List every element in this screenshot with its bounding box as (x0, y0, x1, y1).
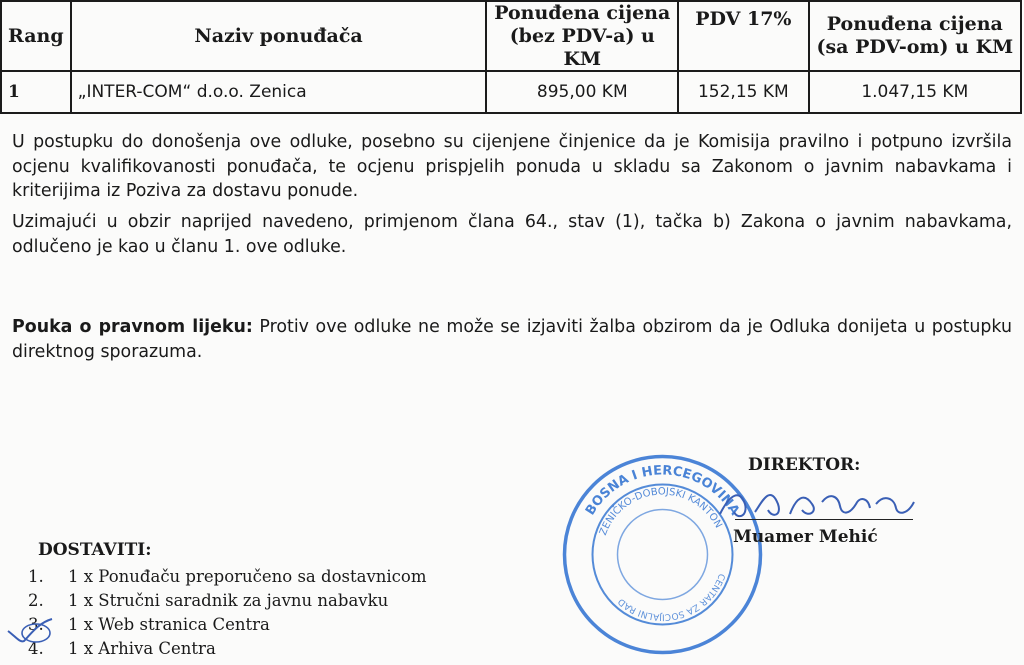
stamp-center-text: CENTAR ZA SOCIJALNI RAD (616, 571, 727, 622)
list-item-number: 2. (28, 591, 44, 610)
distribution-list (20, 565, 427, 661)
list-item-number: 4. (28, 639, 44, 658)
list-item (20, 637, 427, 661)
header-price-with-vat-line2: (sa PDV-om) u KM (816, 36, 1014, 59)
header-naziv: Naziv ponuđača (71, 1, 487, 71)
director-name: Muamer Mehić (733, 527, 878, 547)
list-item-text: 1 x Arhiva Centra (68, 639, 216, 658)
list-item (20, 589, 427, 613)
signature-line (735, 519, 913, 520)
header-rang: Rang (1, 1, 71, 71)
header-price-with-vat (809, 1, 1021, 71)
cell-rang: 1 (1, 71, 71, 113)
table-header-row (1, 1, 1021, 71)
paragraph-reasoning: U postupku do donošenja ove odluke, posebno su cijenjene činjenice da je Komisija pravilno i potpuno izvršila ocjenu kvalifikovanosti ponuđača, te ocjenu prispjelih ponuda u skladu sa Zakonom o javnim nabavkama i kriterijima iz Poziva za dostavu ponude. (12, 132, 1012, 201)
offer-table (0, 0, 1022, 114)
paragraph-legal-remedy (12, 315, 1012, 364)
paragraph-decision: Uzimajući u obzir naprijed navedeno, primjenom člana 64., stav (1), tačka b) Zakona o javnim nabavkama, odlučeno je kao u članu 1. ove odluke. (12, 212, 1012, 257)
list-item-text: 1 x Stručni saradnik za javnu nabavku (68, 591, 389, 610)
header-vat: PDV 17% (678, 1, 809, 71)
header-price-without-vat (486, 1, 678, 71)
list-item (20, 613, 427, 637)
director-signature (700, 474, 940, 534)
legal-remedy-text: Protiv ove odluke ne može se izjaviti žalba obzirom da je Odluka donijeta u postupku direktnog sporazuma. (12, 317, 1012, 362)
cell-price-without-vat: 895,00 KM (486, 71, 678, 113)
stamp-inner-text: ZENIČKO-DOBOJSKI KANTON (597, 486, 724, 538)
director-title: DIREKTOR: (748, 455, 861, 475)
handwritten-check-icon (6, 617, 56, 647)
list-item (20, 565, 427, 589)
table-row (1, 71, 1021, 113)
header-price-with-vat-line1: Ponuđena cijena (826, 13, 1003, 36)
list-item-number: 1. (28, 567, 44, 586)
cell-price-with-vat: 1.047,15 KM (809, 71, 1021, 113)
header-price-without-vat-line1: Ponuđena cijena (494, 2, 671, 24)
distribution-title: DOSTAVITI: (38, 540, 152, 560)
cell-naziv: „INTER-COM“ d.o.o. Zenica (71, 71, 487, 113)
legal-remedy-label: Pouka o pravnom lijeku: (12, 317, 253, 337)
header-price-without-vat-line2: (bez PDV-a) u KM (509, 24, 655, 70)
list-item-text: 1 x Ponuđaču preporučeno sa dostavnicom (68, 567, 427, 586)
list-item-text: 1 x Web stranica Centra (68, 615, 270, 634)
list-item-number: 3. (28, 615, 44, 634)
cell-vat: 152,15 KM (678, 71, 809, 113)
stamp-outer-text: BOSNA I HERCEGOVINA (582, 463, 743, 519)
